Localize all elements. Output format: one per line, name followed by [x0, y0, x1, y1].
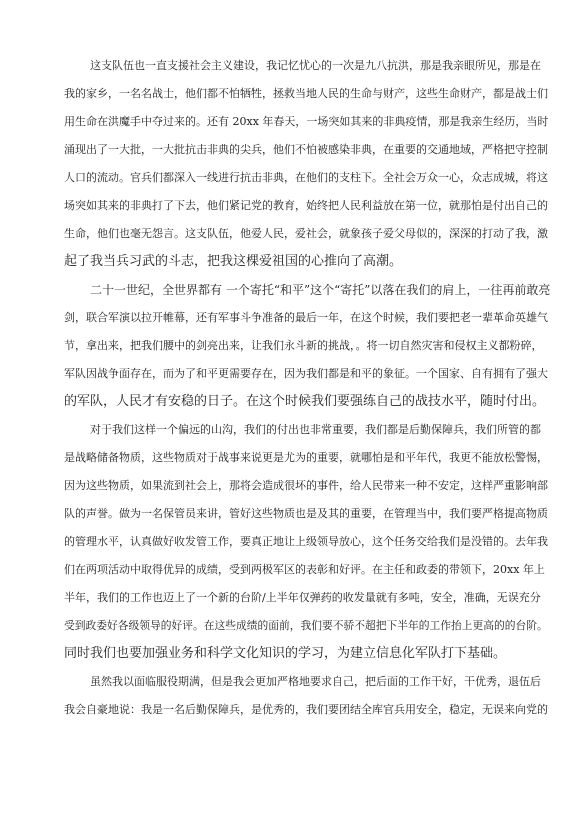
text-line: 我的家乡，一名名战士，他们都不怕牺牲，拯救当地人民的生命与财产，这些生命财产，都是战士们	[64, 87, 548, 100]
text-line: 这支队伍也一直支援社会主义建设，我记忆忧心的一次是九八抗洪，那是我亲眼所见，那是在	[90, 59, 541, 72]
paragraph-3	[64, 416, 550, 668]
text-line: 生命，他们也毫无怨言。这支队伍，他爱人民，爱社会，就象孩子爱父母似的，深深的打动了我，激	[64, 227, 548, 240]
text-line: 人口的流动。官兵们都深入一线进行抗击非典，在他们的支柱下。全社会万众一心，众志成城，将这	[64, 171, 548, 184]
text-line: 起了我当兵习武的斗志，把我这棵爱祖国的心推向了高潮。	[64, 254, 403, 269]
text-line: 受到政委好各级领导的好评。在这些成绩的面前，我们要不骄不超把下半年的工作抬上更高的的台阶。	[64, 619, 548, 632]
text-line: 是战略储备物质，这些物质对于战事来说更是尤为的重要，就哪怕是和平年代，我更不能放松警惕，	[64, 451, 548, 464]
document-page	[64, 52, 550, 724]
text-line: 的军队，人民才有安稳的日子。在这个时候我们要强练自己的战技水平，随时付出。	[64, 394, 546, 409]
text-line: 同时我们也要加强业务和科学文化知识的学习，为建立信息化军队打下基础。	[64, 646, 507, 661]
text-line: 我会自豪地说：我是一名后勤保障兵，是优秀的，我们要团结全库官兵用安全，稳定，无误来向党的	[64, 703, 548, 716]
text-line: 虽然我以面临服役期满，但是我会更加严格地要求自己，把后面的工作干好，干优秀，退伍后	[90, 675, 541, 688]
paragraph-4	[64, 668, 550, 724]
text-line: 军队因战争面存在，而为了和平更需要存在，因为我们都是和平的象征。一个国家、自有拥有了强大	[64, 367, 548, 380]
text-line: 节，拿出来，把我们腰中的剑亮出来，让我们永斗新的挑战，。将一切自然灾害和侵权主义都粉碎，	[64, 339, 543, 352]
text-line: 的管理水平，认真做好收发管工作，要真正地让上级领导放心，这个任务交给我们是没错的。去年我	[64, 535, 548, 548]
text-line: 因为这些物质，如果流到社会上，那将会造成很坏的事件，给人民带来一种不安定，这样严重影响部	[64, 479, 548, 492]
paragraph-1	[64, 52, 550, 276]
text-line: 们在两项活动中取得优异的成绩，受到两极军区的表彰和好评。在主任和政委的带领下，20xx 年上	[64, 563, 545, 576]
text-line: 二十一世纪，全世界都有 一个寄托“和平”这个“寄托”以落在我们的肩上，一往再前敢亮	[90, 283, 551, 297]
text-line: 队的声誉。做为一名保管员来讲，管好这些物质也是及其的重要，在管理当中，我们要严格提高物质	[64, 507, 548, 520]
text-line: 场突如其来的非典打了下去，他们紧记党的教育，始终把人民利益放在第一位，就那怕是付出自己的	[64, 199, 548, 212]
paragraph-2	[64, 276, 550, 416]
text-line: 用生命在洪魔手中夺过来的。还有 20xx 年春天，一场突如其来的非典疫情，那是我亲生经历，当时	[64, 115, 549, 128]
text-line: 对于我们这样一个偏远的山沟，我们的付出也非常重要，我们都是后勤保障兵，我们所管的都	[90, 423, 541, 436]
text-line: 剑，联合军演以拉开帷幕，还有军事斗争准备的最后一年，在这个时候，我们要把老一辈革命英雄气	[64, 311, 548, 324]
text-line: 涌现出了一大批，一大批抗击非典的尖兵，他们不怕被感染非典，在重要的交通地域，严格把守控制	[64, 143, 548, 156]
text-line: 半年，我们的工作也迈上了一个新的台阶/上半年仅弹药的收发量就有多吨，安全，准确，无误充分	[64, 591, 541, 604]
